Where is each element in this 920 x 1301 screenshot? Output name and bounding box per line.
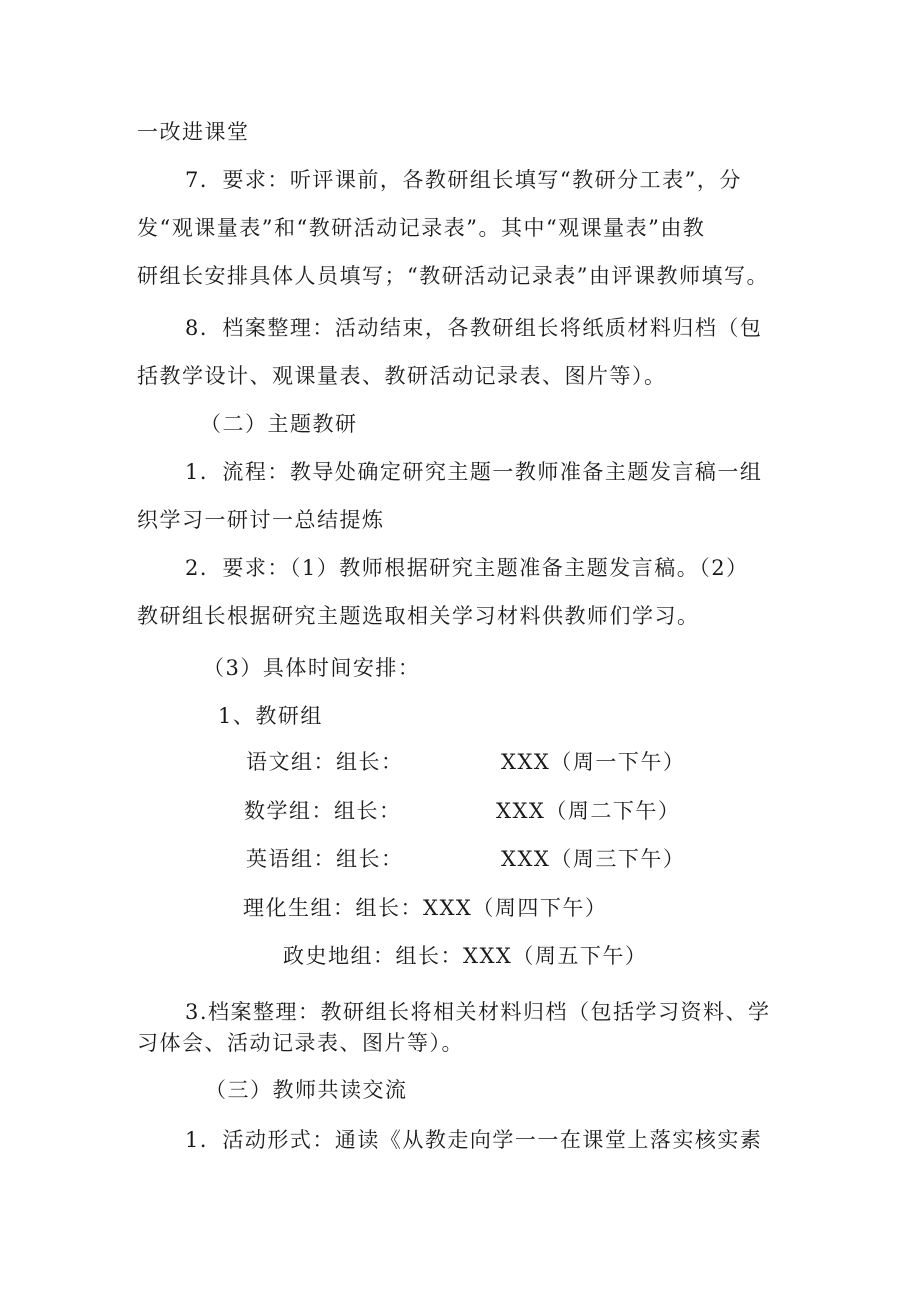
schedule-value: XXX（周三下午） <box>501 847 686 871</box>
paragraph-line: 2．要求：（1）教师根据研究主题准备主题发言稿。（2） <box>185 556 749 580</box>
schedule-group: 数学组：组长： <box>244 799 402 823</box>
schedule-row <box>283 942 647 970</box>
schedule-row <box>246 748 686 776</box>
section-heading: （三）教师共读交流 <box>205 1078 408 1102</box>
schedule-group: 政史地组：组长： <box>283 944 463 968</box>
schedule-group: 理化生组：组长： <box>243 896 423 920</box>
schedule-group: 英语组：组长： <box>246 847 404 871</box>
paragraph-line: 一改进课堂 <box>137 120 250 144</box>
paragraph-line: （3）具体时间安排： <box>203 656 421 680</box>
paragraph-line: 织学习一研讨一总结提炼 <box>137 508 385 532</box>
schedule-value: XXX（周四下午） <box>423 896 608 920</box>
schedule-row <box>244 797 681 825</box>
paragraph-line: 研组长安排具体人员填写；“教研活动记录表”由评课教师填写。 <box>137 264 769 288</box>
paragraph-line: 8．档案整理：活动结束，各教研组长将纸质材料归档（包 <box>185 316 763 340</box>
paragraph-line: 发“观课量表”和“教研活动记录表”。其中“观课量表”由教 <box>137 216 706 240</box>
paragraph-line: 1．活动形式：通读《从教走向学一一在课堂上落实核实素 <box>185 1128 763 1152</box>
section-heading: （二）主题教研 <box>200 412 358 436</box>
subsection-heading: 1、教研组 <box>218 704 323 728</box>
schedule-group: 语文组：组长： <box>246 750 404 774</box>
schedule-row <box>246 845 686 873</box>
paragraph-line: 括教学设计、观课量表、教研活动记录表、图片等）。 <box>137 364 667 388</box>
paragraph-line: 1．流程：教导处确定研究主题一教师准备主题发言稿一组 <box>185 460 763 484</box>
schedule-value: XXX（周二下午） <box>496 799 681 823</box>
paragraph-line: 习体会、活动记录表、图片等）。 <box>137 1031 464 1055</box>
paragraph-line: 教研组长根据研究主题选取相关学习材料供教师们学习。 <box>137 604 700 628</box>
schedule-value: XXX（周一下午） <box>501 750 686 774</box>
schedule-value: XXX（周五下午） <box>463 944 648 968</box>
schedule-row <box>243 894 607 922</box>
paragraph-line: 7．要求：听评课前，各教研组长填写“教研分工表”，分 <box>185 168 742 192</box>
paragraph-line: 3.档案整理：教研组长将相关材料归档（包括学习资料、学 <box>185 1000 771 1024</box>
